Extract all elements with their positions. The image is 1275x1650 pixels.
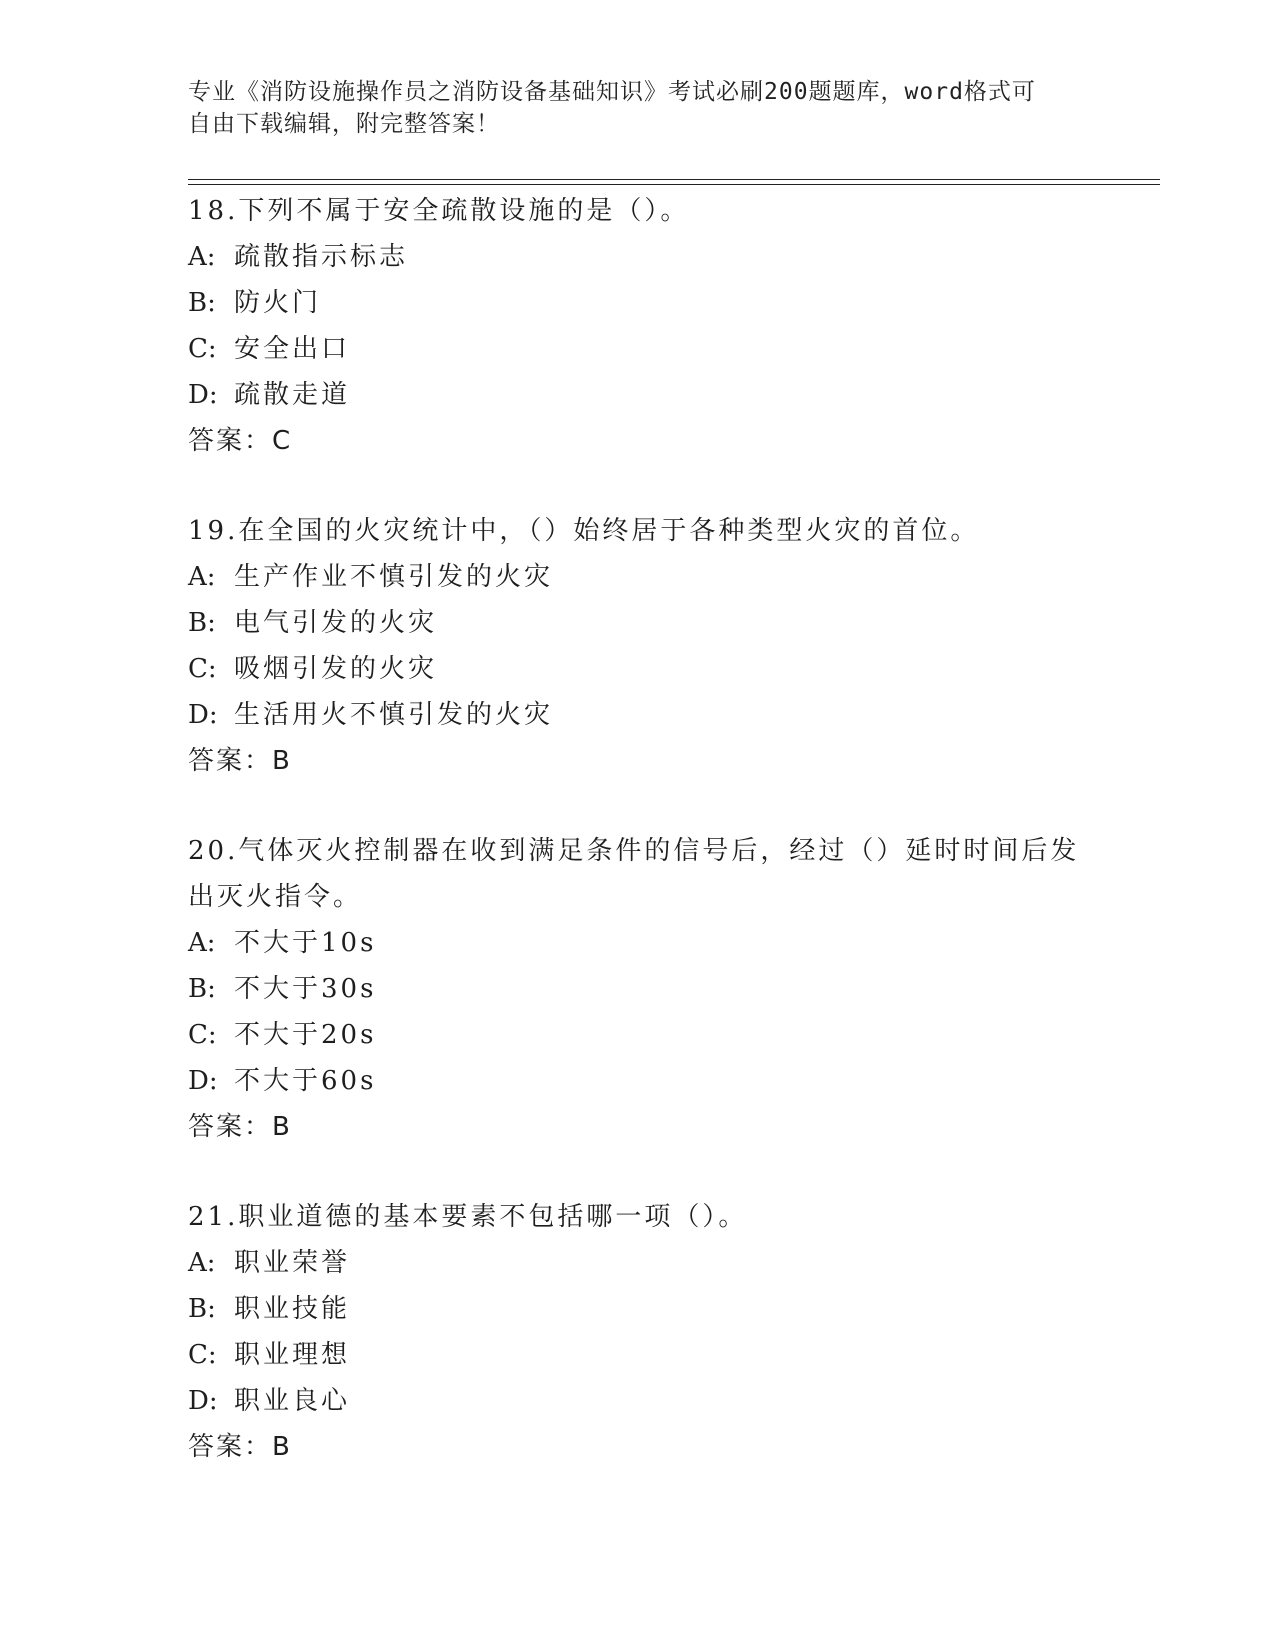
option-text: 职业荣誉 [234, 1248, 351, 1278]
option-c [188, 646, 1088, 692]
option-letter: D: [188, 380, 218, 410]
answer-line: 答案：C [188, 426, 293, 456]
option-letter: C: [188, 334, 217, 364]
question-21 [188, 1194, 1088, 1470]
option-b [188, 966, 1088, 1012]
question-stem: 19.在全国的火灾统计中，（）始终居于各种类型火灾的首位。 [188, 516, 980, 546]
option-text: 不大于20s [234, 1020, 377, 1050]
option-d [188, 1378, 1088, 1424]
option-d [188, 692, 1088, 738]
option-letter: C: [188, 654, 217, 684]
option-letter: B: [188, 608, 216, 638]
header-line-2: 自由下载编辑，附完整答案！ [188, 111, 500, 137]
option-letter: A: [188, 1248, 216, 1278]
option-letter: C: [188, 1340, 217, 1370]
option-text: 职业技能 [234, 1294, 351, 1324]
header-divider-bottom [188, 184, 1160, 185]
question-stem: 21.职业道德的基本要素不包括哪一项（）。 [188, 1202, 748, 1232]
option-text: 生产作业不慎引发的火灾 [234, 562, 554, 592]
option-letter: B: [188, 1294, 216, 1324]
option-a [188, 554, 1088, 600]
option-letter: B: [188, 974, 216, 1004]
option-text: 疏散指示标志 [234, 242, 409, 272]
question-stem: 18.下列不属于安全疏散设施的是（）。 [188, 196, 690, 226]
option-b [188, 1286, 1088, 1332]
header-divider-top [188, 179, 1160, 180]
option-d [188, 372, 1088, 418]
question-19 [188, 508, 1088, 784]
option-letter: A: [188, 242, 216, 272]
option-text: 防火门 [234, 288, 322, 318]
option-text: 不大于10s [234, 928, 377, 958]
option-c [188, 1012, 1088, 1058]
option-text: 吸烟引发的火灾 [234, 654, 438, 684]
option-c [188, 1332, 1088, 1378]
question-20 [188, 828, 1088, 1150]
option-text: 生活用火不慎引发的火灾 [234, 700, 554, 730]
option-d [188, 1058, 1088, 1104]
option-a [188, 920, 1088, 966]
option-text: 职业理想 [234, 1340, 351, 1370]
question-stem: 20.气体灭火控制器在收到满足条件的信号后，经过（）延时时间后发出灭火指令。 [188, 836, 1080, 912]
option-a [188, 234, 1088, 280]
option-b [188, 280, 1088, 326]
question-18 [188, 188, 1088, 464]
option-text: 职业良心 [234, 1386, 351, 1416]
option-b [188, 600, 1088, 646]
option-letter: A: [188, 562, 216, 592]
option-text: 疏散走道 [234, 380, 351, 410]
answer-line: 答案：B [188, 1432, 292, 1462]
option-letter: A: [188, 928, 216, 958]
option-letter: B: [188, 288, 216, 318]
answer-line: 答案：B [188, 1112, 292, 1142]
answer-line: 答案：B [188, 746, 292, 776]
option-text: 电气引发的火灾 [234, 608, 438, 638]
option-letter: D: [188, 1386, 218, 1416]
option-letter: D: [188, 700, 218, 730]
option-text: 安全出口 [234, 334, 351, 364]
option-a [188, 1240, 1088, 1286]
option-text: 不大于30s [234, 974, 377, 1004]
document-header [188, 76, 1088, 140]
option-c [188, 326, 1088, 372]
option-text: 不大于60s [234, 1066, 377, 1096]
header-line-1: 专业《消防设施操作员之消防设备基础知识》考试必刷200题题库，word格式可 [188, 79, 1036, 105]
option-letter: C: [188, 1020, 217, 1050]
option-letter: D: [188, 1066, 218, 1096]
